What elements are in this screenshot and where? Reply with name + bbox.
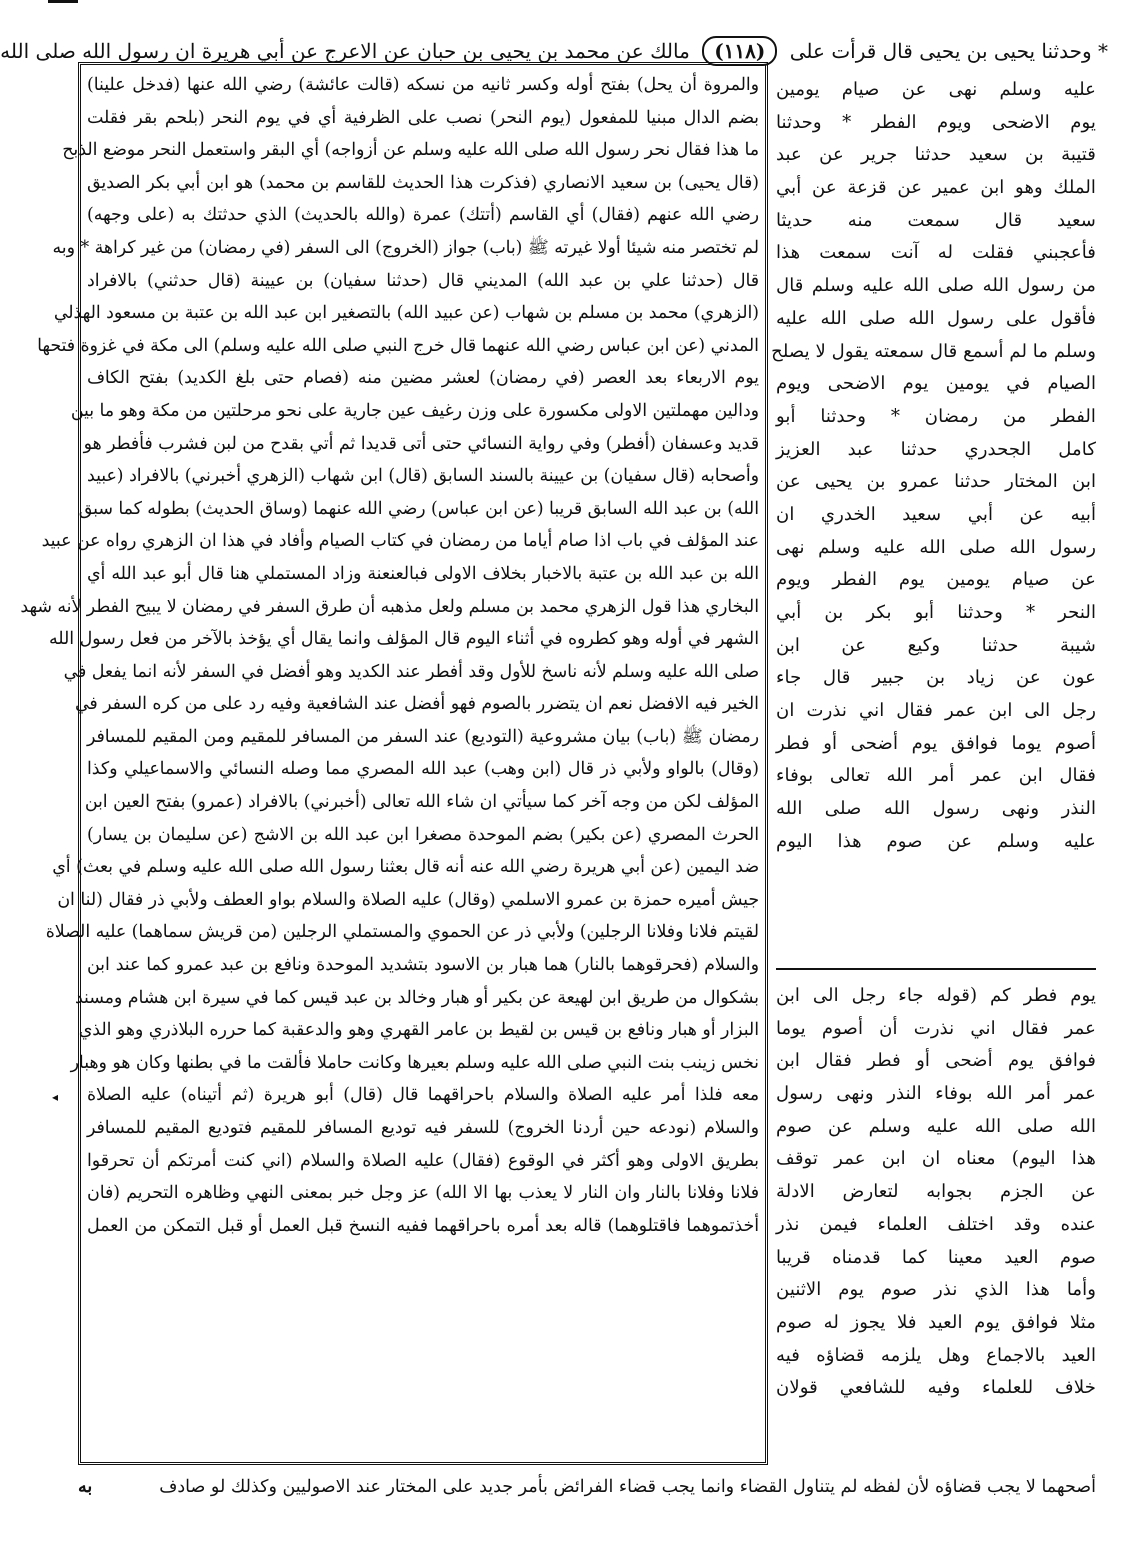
commentary-line: عند المؤلف في باب اذا صام أياما من رمضان في كتاب الصيام وأفاد في هذا ان الزهري رواه عن عبيد bbox=[41, 531, 759, 552]
hadith-line: قتيبة بن سعيد حدثنا جرير عن عبد bbox=[776, 144, 1096, 166]
commentary-line: قديد وعسفان (أفطر) وفي رواية النسائي حتى أتى قديدا ثم أتي بقدح من لبن فشرب فأفطر هو bbox=[83, 433, 759, 454]
commentary-line: ما هذا فقال نحر رسول الله صلى الله عليه وسلم عن أزواجه) أي البقر واستعمل النحر موضع الذبح bbox=[62, 140, 759, 161]
commentary-line: البزار أو هبار ونافع بن قيس بن لقيط بن عامر القهري وهو والدعقبة كما حرره البلاذري وهو الذي bbox=[78, 1020, 759, 1041]
commentary-line: الله بن عبد الله بن عتبة بالاخبار بخلاف الاولى فبالعنعنة وزاد المستملي هنا قال أبو عبد الله أي bbox=[87, 563, 759, 584]
hadith-line: النحر * وحدثنا أبو بكر بن أبي bbox=[776, 602, 1096, 623]
commentary-frame bbox=[20, 62, 768, 1465]
header-text-left: مالك عن محمد بن يحيى بن حبان عن الاعرج عن أبي هريرة ان رسول الله صلى الله bbox=[0, 39, 690, 63]
note-line: عمر فقال اني نذرت أن أصوم يوما bbox=[776, 1017, 1096, 1039]
note-line: عن الجزم بجوابه لتعارض الادلة bbox=[776, 1181, 1096, 1203]
commentary-line: وأصحابه (قال سفيان) بن عيينة بالسند السابق (قال) ابن شهاب (الزهري أخبرني) بالافراد (عبيد bbox=[87, 466, 759, 487]
hadith-line: رسول الله صلى الله عليه وسلم نهى bbox=[776, 536, 1096, 558]
note-line: عمر أمر الله بوفاء النذر ونهى رسول bbox=[776, 1083, 1096, 1105]
hadith-line: من رسول الله صلى الله عليه وسلم قال bbox=[776, 275, 1096, 297]
hadith-line: عليه وسلم نهى عن صيام يومين bbox=[776, 79, 1096, 100]
commentary-line: لقيتم فلانا وفلانا الرجلين) ولأبي ذر عن الحموي والمستملي الرجلين (من قريش سماهما) عليه الصلاة bbox=[45, 922, 759, 943]
hadith-text-column bbox=[771, 74, 1096, 959]
commentary-line: لم تختصر منه شيئا أولا غيرته ﷺ (باب) جواز (الخروج) الى السفر (في رمضان) من غير كراهة * وبه bbox=[52, 237, 759, 258]
header-text-right: * وحدثنا يحيى بن يحيى قال قرأت على bbox=[789, 39, 1108, 63]
note-line: صوم العيد معينا كما قدمناه قريبا bbox=[776, 1246, 1096, 1268]
commentary-line: أخذتموهما فاقتلوهما) قاله بعد أمره باحراقهما ففيه النسخ قبل العمل أو قبل التمكن من العمل bbox=[87, 1215, 759, 1236]
hadith-line: وسلم ما لم أسمع قال سمعته يقول لا يصلح bbox=[771, 340, 1096, 362]
commentary-line: ضد اليمين (عن أبي هريرة رضي الله عنه أنه قال بعثنا رسول الله صلى الله عليه وسلم في بعث) أي bbox=[52, 857, 759, 878]
commentary-line: الشهر في أوله وهو كطروه في أثناء اليوم قال المؤلف وانما يقال أي يؤخذ بالآخر من فعل رسول الله bbox=[49, 629, 759, 650]
commentary-line: والسلام (فحرقوهما بالنار) هما هبار بن الاسود بتشديد الموحدة ونافع بن عبد عمرو كما عند ابن bbox=[87, 955, 759, 976]
commentary-line: رمضان ﷺ (باب) بيان مشروعية (التوديع) عند السفر من المسافر للمقيم ومن المقيم للمسافر bbox=[87, 726, 759, 747]
commentary-line: صلى الله عليه وسلم لأنه ناسخ للأول وقد أفطر عند الكديد وهو أفضل في السفر لأنه انما يفعل في bbox=[63, 661, 759, 682]
footer-text: أصحهما لا يجب قضاؤه لأن لفظه لم يتناول القضاء وانما يجب قضاء الفرائض بأمر جديد على المختار عند الاصوليين وكذلك لو صادف bbox=[159, 1477, 1096, 1497]
commentary-line: معه فلذا أمر عليه الصلاة والسلام باحراقهما قال (قال) أبو هريرة (ثم أتيناه) عليه الصلاة bbox=[87, 1085, 759, 1106]
commentary-line: الخير فيه الافضل نعم ان يتضرر بالصوم فهو أفضل عند الشافعية وفيه رد على من كره السفر في bbox=[74, 694, 759, 715]
hadith-line: النذر ونهى رسول الله صلى الله bbox=[776, 798, 1096, 820]
hadith-line: فأقول على رسول الله صلى الله عليه bbox=[776, 307, 1096, 329]
catchword: به bbox=[78, 1477, 93, 1497]
commentary-line: (قال يحيى) بن سعيد الانصاري (فذكرت هذا الحديث للقاسم بن محمد) هو ابن أبي بكر الصديق bbox=[87, 172, 759, 193]
commentary-line: قال (حدثنا علي بن عبد الله) المديني قال (حدثنا سفيان) بن عيينة (قال حدثني) بالافراد bbox=[87, 270, 759, 291]
page-footer bbox=[78, 1470, 1096, 1504]
commentary-line: بشكوال من طريق ابن لهيعة عن بكير أو هبار وخالد بن عبد قيس كما في سيرة ابن هشام ومسند bbox=[74, 987, 759, 1008]
commentary-line: الحرث المصري (عن بكير) بضم الموحدة مصغرا ابن عبد الله بن الاشج (عن سليمان بن يسار) bbox=[87, 824, 759, 845]
note-line: وأما هذا الذي نذر صوم يوم الاثنين bbox=[776, 1279, 1096, 1301]
hadith-line: سعيد قال سمعت منه حديثا bbox=[776, 209, 1096, 231]
nawawi-notes-column bbox=[776, 980, 1096, 1460]
commentary-line: بضم الدال مبنيا للمفعول (يوم النحر) نصب على الظرفية أي في يوم النحر (بلحم بقر فقلت bbox=[87, 107, 759, 128]
nawawi-notes bbox=[776, 980, 1096, 1405]
note-line: عنده وقد اختلف العلماء فيمن نذر bbox=[776, 1213, 1096, 1235]
note-line: العيد بالاجماع وهل يلزمه قضاؤه فيه bbox=[776, 1344, 1096, 1366]
note-line: هذا اليوم) معناه ان ابن عمر توقف bbox=[776, 1148, 1096, 1170]
hadith-line: كامل الجحدري حدثنا عبد العزيز bbox=[776, 438, 1096, 460]
margin-mark-icon: ◂ bbox=[52, 1090, 59, 1104]
commentary-line: بطريق الاولى وهو أكثر في الوقوع (فقال) عليه الصلاة والسلام (اني كنت أمرتكم أن تحرقوا bbox=[87, 1150, 759, 1171]
commentary-line: رضي الله عنهم (فقال) أي القاسم (أتتك) عمرة (والله بالحديث) الذي حدثتك به (على وجهه) bbox=[87, 205, 759, 226]
hadith-line: ابن المختار حدثنا عمرو بن يحيى عن bbox=[776, 471, 1096, 493]
hadith-line: فقال ابن عمر أمر الله تعالى بوفاء bbox=[776, 765, 1096, 787]
hadith-line: أصوم يوما فوافق يوم أضحى أو فطر bbox=[776, 732, 1096, 754]
note-line: فوافق يوم أضحى أو فطر فقال ابن bbox=[776, 1050, 1096, 1072]
note-line: الله صلى الله عليه وسلم عن صوم bbox=[776, 1115, 1096, 1137]
hadith-line: فأعجبني فقلت له آنت سمعت هذا bbox=[776, 242, 1096, 264]
hadith-line: رجل الى ابن عمر فقال اني نذرت ان bbox=[776, 700, 1096, 722]
page-number: (١١٨) bbox=[702, 36, 777, 66]
hadith-line: الملك وهو ابن عمير عن قزعة عن أبي bbox=[776, 177, 1096, 199]
hadith-text bbox=[771, 74, 1096, 859]
hadith-line: عن صيام يومين يوم الفطر ويوم bbox=[776, 569, 1096, 591]
top-left-rule bbox=[48, 0, 78, 3]
commentary-line: جيش أميره حمزة بن عمرو الاسلمي (وقال) عليه الصلاة والسلام بواو العطف ولأبي ذر فقال (لنا ان bbox=[57, 889, 759, 910]
commentary-line: المؤلف لكن من وجه آخر كما سيأتي ان شاء الله تعالى (أخبرني) بالافراد (عمرو) بفتح العين ابن bbox=[84, 792, 759, 813]
note-line: خلاف للعلماء وفيه للشافعي قولان bbox=[776, 1377, 1096, 1399]
hadith-line: الصيام في يومين يوم الاضحى ويوم bbox=[776, 373, 1096, 395]
hadith-line: يوم الاضحى ويوم الفطر * وحدثنا bbox=[776, 111, 1096, 133]
commentary-text bbox=[20, 69, 759, 1242]
commentary-line: (وقال) بالواو ولأبي ذر قال (ابن وهب) عبد الله المصري مما وصله النسائي والاسماعيلي وكذا bbox=[87, 759, 759, 780]
commentary-line: (الزهري) محمد بن مسلم بن شهاب (عن عبيد الله) بالتصغير ابن عبد الله بن عتبة بن مسعود الهذلي bbox=[53, 303, 759, 324]
commentary-line: فلانا وفلانا بالنار وان النار لا يعذب بها الا الله) عز وجل خبر بمعنى النهي وظاهره التحريم (فان bbox=[87, 1183, 759, 1204]
note-line: مثلا فوافق يوم العيد فلا يجوز له صوم bbox=[776, 1311, 1096, 1333]
commentary-line: والسلام (نودعه حين أردنا الخروج) للسفر فيه توديع المسافر للمقيم فتوديع المقيم للمسافر bbox=[87, 1118, 759, 1138]
hadith-line: عون عن زياد بن جبير قال جاء bbox=[776, 667, 1096, 689]
commentary-line: يوم الاربعاء بعد العصر (في رمضان) لعشر مضين منه (فصام حتى بلغ الكديد) بفتح الكاف bbox=[87, 368, 759, 389]
commentary-line: البخاري هذا قول الزهري محمد بن مسلم ولعل مذهبه أن طرق السفر في رمضان لا يبيح الفطر لأنه شهد bbox=[20, 596, 759, 617]
hadith-line: عليه وسلم عن صوم هذا اليوم bbox=[776, 830, 1096, 852]
commentary-line: نخس زينب بنت النبي صلى الله عليه وسلم بعيرها وكانت حاملا فألقت ما في بطنها وكان هو وهبار bbox=[70, 1052, 759, 1073]
column-divider bbox=[776, 968, 1096, 970]
commentary-line: والمروة أن يحل) بفتح أوله وكسر ثانيه من نسكه (قالت عائشة) رضي الله عنها (فدخل علينا) bbox=[87, 75, 759, 95]
commentary-line: الله) بن عبد الله السابق قريبا (عن ابن عباس) رضي الله عنهما (وساق الحديث) بطوله كما سبق bbox=[78, 498, 759, 519]
commentary-line: المدني (عن ابن عباس رضي الله عنهما قال خرج النبي صلى الله عليه وسلم) الى مكة في غزوة فتحها bbox=[37, 335, 759, 356]
hadith-line: أبيه عن أبي سعيد الخدري ان bbox=[776, 503, 1096, 525]
hadith-line: شيبة حدثنا وكيع عن ابن bbox=[776, 634, 1096, 656]
hadith-line: الفطر من رمضان * وحدثنا أبو bbox=[776, 405, 1096, 427]
note-line: يوم فطر كم (قوله جاء رجل الى ابن bbox=[776, 985, 1096, 1006]
commentary-line: ودالين مهملتين الاولى مكسورة على وزن رغيف عين جارية على نحو مرحلتين من مكة وهو ما بين bbox=[70, 400, 759, 421]
